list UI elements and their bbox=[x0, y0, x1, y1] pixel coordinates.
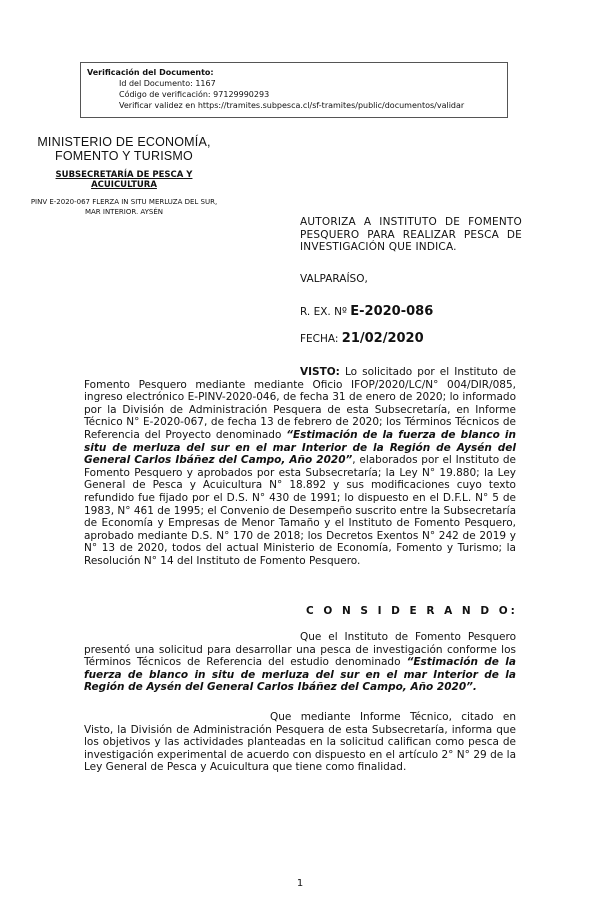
visto-paragraph bbox=[84, 366, 516, 568]
verification-id: • Id del Documento: 1167 bbox=[119, 78, 501, 89]
considerando-paragraph-1 bbox=[84, 631, 516, 694]
fecha-value: 21/02/2020 bbox=[341, 331, 424, 346]
subsecretaria-name: SUBSECRETARÍA DE PESCA Y ACUICULTURA bbox=[55, 170, 193, 190]
ministry-line1: MINISTERIO DE ECONOMÍA, bbox=[37, 135, 211, 149]
verification-box bbox=[80, 62, 508, 118]
considerando-p1-project: “Estimación de la fuerza de blanco in situ de merluza del sur en el mar Interior de la Región de Aysén del General Carlos Ibáñez del Campo, Año 2020”. bbox=[84, 656, 516, 694]
considerando-heading: C O N S I D E R A N D O: bbox=[306, 605, 518, 617]
resolution-date bbox=[300, 331, 424, 346]
ministry-name bbox=[34, 135, 214, 163]
resolution-place: VALPARAÍSO, bbox=[300, 273, 368, 285]
verification-title: Verificación del Documento: bbox=[87, 68, 214, 77]
visto-text-2: , elaborados por el Instituto de Fomento Pesquero y aprobados por esta Subsecretaría; la Ley N° 19.880; la Ley General de Pesca y Acuicultura N° 18.892 y sus modificaciones cuyo texto refundido fue fijado por el D.S. N° 430 de 1991; lo dispuesto en el D.F.L. N° 5 de 1983, N° 461 de 1995; el Convenio de Desempeño suscrito entre la Subsecretaría de Economía y Empresas de Menor Tamaño y el Instituto de Fomento Pesquero, aprobado mediante D.S. N° 170 de 2018; los Decretos Exentos N° 242 de 2019 y N° 13 de 2020, todos del actual Ministerio de Economía, Fomento y Turismo; la Resolución N° 14 del Instituto de Fomento Pesquero. bbox=[84, 454, 516, 567]
verification-list bbox=[87, 78, 501, 111]
fecha-label: FECHA: bbox=[300, 333, 339, 345]
resolution-title: AUTORIZA A INSTITUTO DE FOMENTO PESQUERO PARA REALIZAR PESCA DE INVESTIGACIÓN QUE INDICA. bbox=[300, 216, 522, 253]
visto-text-1: Lo solicitado por el Instituto de Fomento Pesquero mediante mediante Oficio IFOP/2020/LC/N° 004/DIR/085, ingreso electrónico E-PINV-2020-046, de fecha 31 de enero de 2020; lo informado por la División de Administración Pesquera de esta Subsecretaría, en Informe Técnico N° E-2020-067, de fecha 13 de febrero de 2020; los Términos Técnicos de Referencia del Proyecto denominado bbox=[84, 366, 516, 441]
visto-label: VISTO: bbox=[300, 366, 340, 378]
pinv-reference: PINV E-2020-067 FLERZA IN SITU MERLUZA DEL SUR, MAR INTERIOR. AYSÉN bbox=[30, 198, 218, 216]
resolution-number bbox=[300, 304, 433, 319]
rex-label: R. EX. Nº bbox=[300, 306, 347, 318]
verification-url[interactable]: • Verificar validez en https://tramites.subpesca.cl/sf-tramites/public/documentos/validar bbox=[119, 100, 501, 111]
considerando-paragraph-2: Que mediante Informe Técnico, citado en Visto, la División de Administración Pesquera de esta Subsecretaría, informa que los objetivos y las actividades planteadas en la solicitud califican como pesca de investigación experimental de acuerdo con dispuesto en el artículo 2° N° 29 de la Ley General de Pesca y Acuicultura que tiene como finalidad. bbox=[84, 711, 516, 774]
rex-number: E-2020-086 bbox=[350, 304, 434, 319]
considerando-p1-text: Que el Instituto de Fomento Pesquero presentó una solicitud para desarrollar una pesca de investigación conforme los Términos Técnicos de Referencia del estudio denominado bbox=[84, 631, 516, 669]
ministry-line2: FOMENTO Y TURISMO bbox=[55, 149, 193, 163]
verification-code: • Código de verificación: 97129990293 bbox=[119, 89, 501, 100]
page-number: 1 bbox=[296, 878, 304, 889]
visto-project: “Estimación de la fuerza de blanco in situ de merluza del sur en el mar Interior de la Región de Aysén del General Carlos Ibáñez del Campo, Año 2020” bbox=[84, 428, 516, 467]
